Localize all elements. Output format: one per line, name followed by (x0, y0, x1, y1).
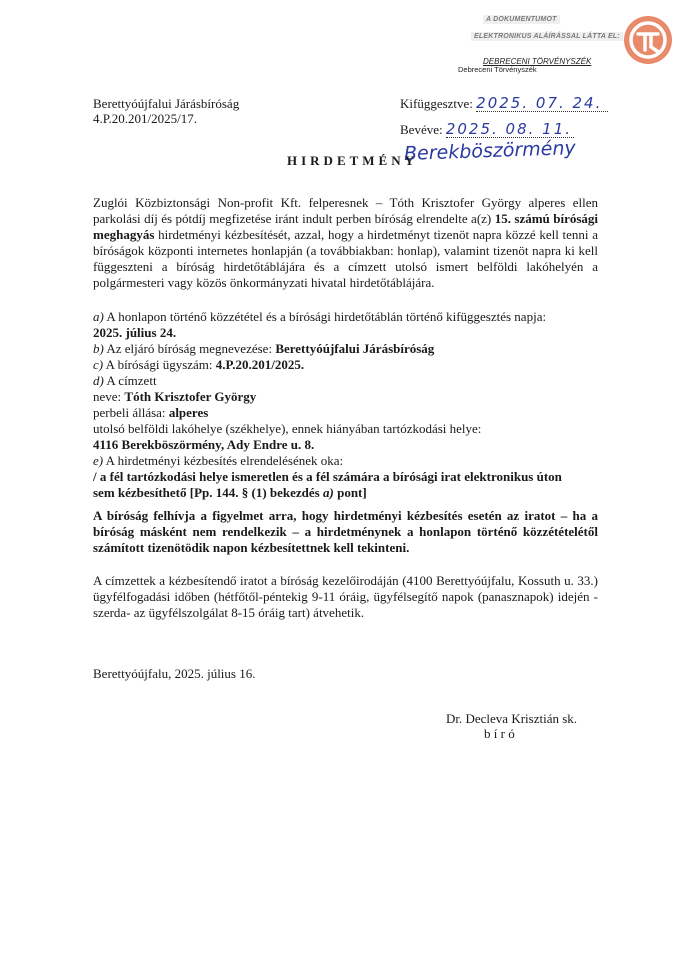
posted-value: 2025. 07. 24. (476, 95, 608, 112)
recipient-address: 4116 Berekböszörmény, Ady Endre u. 8. (93, 437, 315, 452)
intro-paragraph (93, 195, 598, 291)
received-row (400, 121, 574, 138)
item-a: a) A honlapon történő közzététel és a bírósági hirdetőtáblán történő kifüggesztés napja: (93, 309, 547, 324)
signature-name: Dr. Decleva Krisztián sk. (446, 711, 578, 726)
date-place: Berettyóújfalu, 2025. július 16. (93, 666, 256, 681)
item-b: b) Az eljáró bíróság megnevezése: Berettyóújfalui Járásbíróság (93, 341, 435, 356)
signature-title: b í r ó (484, 726, 515, 741)
received-label: Bevéve: (400, 122, 443, 137)
recipient-role: perbeli állása: alperes (93, 405, 209, 420)
received-value: 2025. 08. 11. (445, 120, 573, 138)
items-block (93, 309, 603, 501)
intro-text-1: Zuglói Közbiztonsági Non-profit Kft. felperesnek – Tóth Krisztofer György alperes ellen parkolási díj és pótdíj megfizetése iránt indult perben bíróság elrendelte a(z) (93, 195, 598, 226)
intro-bold: 15. számú bírósági meghagyás (93, 211, 599, 242)
stamp-line-2: ELEKTRONIKUS ALÁÍRÁSSAL LÁTTA EL: (471, 32, 623, 41)
item-d: d) A címzett (93, 373, 157, 388)
stamp-org: Debreceni Törvényszék (458, 65, 537, 74)
reason-line-2: sem kézbesíthető [Pp. 144. § (1) bekezdés a) pont] (93, 485, 367, 500)
recipient-name: neve: Tóth Krisztofer György (93, 389, 257, 404)
posted-label: Kifüggesztve: (400, 96, 473, 111)
case-reference: 4.P.20.201/2025/17. (93, 111, 198, 126)
document-title: HIRDETMÉNY (287, 153, 419, 168)
stamp-org-caps: DEBRECENI TÖRVÉNYSZÉK (483, 57, 592, 66)
notice-paragraph: A bíróság felhívja a figyelmet arra, hogy hirdetményi kézbesítés esetén az iratot – ha a bíróság másként nem rendelkezik – a hirdetménynek a honlapon történő közzétételétől számított tizenötödik napon kézbesítettnek kell tekinteni. (93, 508, 598, 555)
court-name: Berettyóújfalui Járásbíróság (93, 96, 240, 111)
handwritten-place: Berekböszörmény (403, 137, 577, 165)
intro-text-2: hirdetményi kézbesítését, azzal, hogy a hirdetményt tizenöt napra közzé kell tenni a bíróságok központi internetes honlapján (a továbbiakban: honlap), valamint tizenöt napra ki kell függeszteni a bíróság hirdetőtáblájára és a címzett utolsó ismert belföldi lakóhelyén a polgármesteri vagy közös önkormányzati hivatal hirdetőtáblájára. (93, 227, 598, 290)
posted-row (400, 95, 608, 112)
court-seal-logo-icon (623, 15, 673, 69)
reason-line-1: / a fél tartózkodási helye ismeretlen és a fél számára a bírósági irat elektronikus úton (93, 469, 562, 484)
stamp-line-1: A DOKUMENTUMOT (483, 15, 560, 24)
item-c: c) A bírósági ügyszám: 4.P.20.201/2025. (93, 357, 305, 372)
item-e: e) A hirdetményi kézbesítés elrendelésének oka: (93, 453, 344, 468)
pickup-paragraph: A címzettek a kézbesítendő iratot a bíróság kezelőirodáján (4100 Berettyóújfalu, Kossuth u. 33.) ügyfélfogadási időben (hétfőtől-péntekig 9-11 óráig, ügyfélsegítő napok (panasznapok) idején -szerda- az ügyfélszolgálat 8-15 óráig tart) átvehetik. (93, 573, 598, 620)
item-a-value: 2025. július 24. (93, 325, 177, 340)
recipient-address-label: utolsó belföldi lakóhelye (székhelye), ennek hiányában tartózkodási helye: (93, 421, 482, 436)
